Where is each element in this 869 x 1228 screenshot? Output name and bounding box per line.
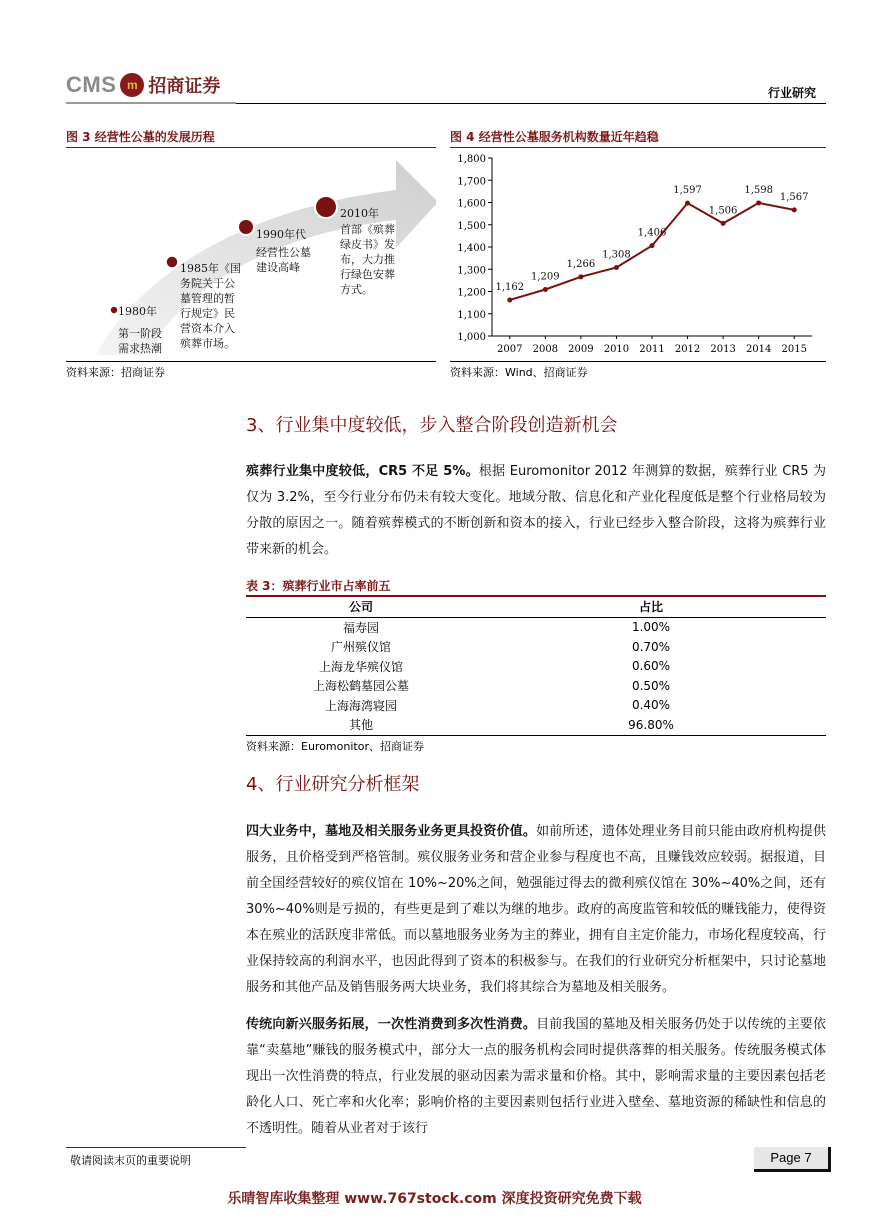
table-row	[246, 696, 826, 716]
share-cell: 0.70%	[631, 639, 671, 654]
page-number-text: Page 7	[770, 1150, 812, 1165]
table3-header-company: 公司	[348, 600, 373, 614]
y-tick-label: 1,200	[457, 287, 486, 299]
table-row	[246, 637, 826, 657]
y-tick-label: 1,300	[457, 265, 486, 277]
table-row	[246, 715, 826, 735]
milestone-1990-year: 1990年代	[256, 228, 306, 241]
table3-bottom-rule	[246, 735, 826, 736]
milestone-1980-year: 1980年	[118, 305, 157, 318]
x-tick-label: 2008	[532, 344, 559, 355]
data-label: 1,308	[602, 249, 631, 261]
data-point	[721, 221, 726, 226]
milestone-dot-1980	[110, 306, 118, 314]
data-label: 1,598	[744, 184, 773, 196]
section3-lead: 殡葬行业集中度较低，CR5 不足 5%。	[246, 464, 479, 479]
section3-body: 根据 Euromonitor 2012 年测算的数据，殡葬行业 CR5 为仅为 3.2%，至今行业分布仍未有较大变化。地域分散、信息化和产业化程度低是整个行业格局较为分散的原因之一。随着殡葬模式的不断创新和资本的接入，行业已经步入整合阶段，这将为殡葬行业带来新的机会。	[246, 464, 826, 557]
data-point	[507, 297, 512, 302]
figure3-bottom-rule	[66, 361, 436, 362]
x-tick-label: 2014	[745, 344, 772, 355]
data-label: 1,506	[708, 205, 738, 217]
share-cell: 1.00%	[631, 620, 671, 635]
y-tick-label: 1,800	[457, 154, 486, 165]
section3-paragraph	[246, 459, 826, 563]
company-cell: 广州殡仪馆	[330, 640, 391, 655]
y-tick-label: 1,600	[457, 198, 486, 210]
milestone-1985-year: 1985年《国	[180, 262, 241, 275]
data-point	[578, 274, 583, 279]
data-label: 1,209	[531, 271, 560, 283]
series-line	[510, 203, 794, 300]
data-point	[792, 207, 797, 212]
data-point	[650, 243, 655, 248]
logo-cn: 招商证券	[148, 76, 221, 97]
milestone-dot-1990	[238, 219, 254, 235]
logo-emblem-icon: m	[120, 73, 144, 97]
company-cell: 其他	[348, 718, 373, 733]
report-category: 行业研究	[768, 86, 817, 100]
table3	[246, 595, 826, 754]
company-cell: 上海海湾寝园	[324, 698, 397, 713]
table3-header-row	[246, 597, 826, 618]
section4-paragraph-2	[246, 1012, 826, 1142]
data-label: 1,597	[673, 185, 702, 197]
figure4-top-rule	[450, 147, 826, 148]
share-cell: 96.80%	[628, 717, 674, 732]
footer-note: 敬请阅读末页的重要说明	[70, 1154, 191, 1167]
table-row	[246, 657, 826, 677]
footer-rule	[66, 1147, 246, 1148]
figure3-title: 图 3 经营性公墓的发展历程	[66, 130, 215, 144]
data-point	[614, 265, 619, 270]
y-tick-label: 1,700	[457, 176, 486, 188]
milestone-1985-desc: 务院关于公 墓管理的暂 行规定》民 营资本介入 殡葬市场。	[180, 277, 235, 350]
table3-grid	[246, 597, 826, 735]
milestone-dot-2010	[315, 196, 337, 218]
header-rule	[236, 103, 826, 104]
logo-latin: CMS	[66, 72, 117, 97]
milestone-dot-1985	[166, 256, 178, 268]
page-number	[754, 1147, 831, 1172]
header	[0, 0, 869, 110]
watermark: 乐晴智库收集整理 www.767stock.com 深度投资研究免费下载	[227, 1191, 642, 1207]
milestone-2010-year: 2010年	[340, 207, 379, 220]
milestone-1980-desc: 第一阶段 需求热潮	[118, 327, 162, 355]
figure4-source: 资料来源：Wind、招商证券	[450, 366, 588, 379]
x-tick-label: 2007	[497, 344, 523, 355]
share-cell: 0.60%	[631, 659, 671, 674]
milestone-1990-desc: 经营性公墓 建设高峰	[256, 246, 311, 274]
figure4-title: 图 4 经营性公墓服务机构数量近年趋稳	[450, 130, 659, 144]
x-tick-label: 2012	[674, 344, 701, 355]
milestone-2010-desc: 首部《殡葬 绿皮书》发 布，大力推 行绿色安葬 方式。	[340, 223, 395, 296]
share-cell: 0.40%	[631, 698, 671, 713]
data-label: 1,406	[637, 227, 667, 239]
data-label: 1,162	[495, 281, 525, 293]
share-cell: 0.50%	[631, 678, 671, 693]
company-cell: 上海龙华殡仪馆	[318, 659, 403, 674]
x-tick-label: 2011	[639, 344, 665, 355]
table-row	[246, 676, 826, 696]
data-point	[756, 200, 761, 205]
y-tick-label: 1,100	[457, 309, 486, 321]
x-tick-label: 2013	[710, 344, 736, 355]
figure3-source: 资料来源：招商证券	[66, 366, 165, 379]
company-cell: 福寿园	[342, 620, 379, 635]
x-tick-label: 2010	[603, 344, 630, 355]
data-point	[685, 201, 690, 206]
data-label: 1,567	[779, 191, 809, 203]
y-tick-label: 1,400	[457, 243, 486, 254]
table3-title: 表 3：殡葬行业市占率前五	[246, 579, 391, 593]
section4-paragraph-1	[246, 819, 826, 1001]
table3-header-share: 占比	[638, 600, 663, 614]
data-label: 1,266	[566, 258, 596, 270]
x-tick-label: 2009	[568, 344, 594, 355]
company-cell: 上海松鹤墓园公墓	[312, 679, 409, 694]
table-row	[246, 617, 826, 637]
section4-p2-lead: 传统向新兴服务拓展，一次性消费到多次性消费。	[246, 1017, 537, 1032]
section4-title: 4、行业研究分析框架	[246, 774, 420, 795]
section4-p1-lead: 四大业务中，墓地及相关服务业务更具投资价值。	[246, 824, 537, 839]
table3-source: 资料来源：Euromonitor、招商证券	[246, 739, 424, 753]
figure4-line-chart	[450, 150, 826, 360]
figure3-top-rule	[66, 147, 436, 148]
section3-title: 3、行业集中度较低，步入整合阶段创造新机会	[246, 415, 618, 436]
brand-logo	[66, 70, 220, 100]
y-tick-label: 1,500	[457, 220, 486, 232]
section4-p2-body: 目前我国的墓地及相关服务仍处于以传统的主要依靠“卖墓地”赚钱的服务模式中，部分大一点的服务机构会同时提供落葬的相关服务。传统服务模式体现出一次性消费的特点，行业发展的驱动因素为需求量和价格。其中，影响需求量的主要因素包括老龄化人口、死亡率和火化率；影响价格的主要因素则包括行业进入壁垒、墓地资源的稀缺性和信息的不透明性。随着从业者对于该行	[246, 1017, 826, 1136]
figure4-bottom-rule	[450, 361, 826, 362]
section4-p1-body: 如前所述，遗体处理业务目前只能由政府机构提供服务，且价格受到严格管制。殡仪服务业务和营企业参与程度也不高，且赚钱效应较弱。据报道，目前全国经营较好的殡仪馆在 10%~20%之间，勉强能过得去的微利殡仪馆在 30%~40%之间，还有 30%~40%则是亏损的，有些更是到了难以为继的地步。政府的高度监管和较低的赚钱能力，使得资本在殡业的活跃度非常低。而以墓地服务业务为主的葬业，拥有自主定价能力，市场化程度较高，行业保持较高的利润水平，也因此得到了资本的积极参与。在我们的行业研究分析框架中，只讨论墓地服务和其他产品及销售服务两大块业务，我们将其综合为墓地及相关服务。	[246, 824, 826, 995]
x-tick-label: 2015	[781, 344, 807, 355]
y-tick-label: 1,000	[457, 332, 486, 343]
header-rule-left	[66, 102, 236, 104]
figure3-timeline	[66, 150, 436, 360]
data-point	[543, 287, 548, 292]
